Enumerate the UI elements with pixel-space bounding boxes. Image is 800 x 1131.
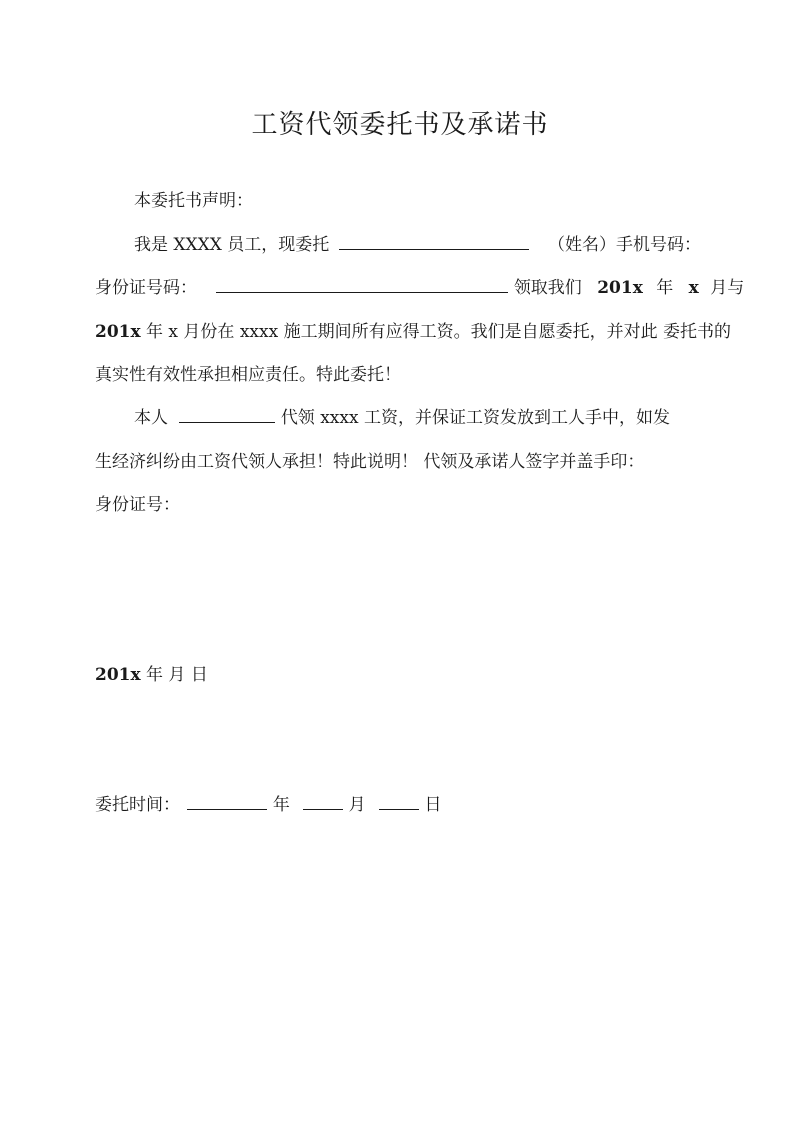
collect-text: 领取我们 bbox=[513, 278, 582, 298]
wage-period-text: 年 x 月份在 xxxx 施工期间所有应得工资。我们是自愿委托，并对此 委托书的 bbox=[146, 322, 731, 342]
wage-period-line bbox=[95, 321, 731, 343]
agent-name-blank[interactable] bbox=[179, 408, 275, 423]
month-unit: 月与 bbox=[710, 278, 745, 298]
month-value: x bbox=[688, 278, 699, 298]
commission-year-unit: 年 bbox=[272, 795, 290, 815]
agent-id-label: 身份证号： bbox=[95, 495, 180, 515]
commission-time-line bbox=[95, 794, 441, 816]
commission-year-blank[interactable] bbox=[187, 795, 267, 810]
delegation-suffix: （姓名）手机号码： bbox=[548, 235, 702, 255]
commission-time-label: 委托时间： bbox=[95, 795, 180, 815]
commission-day-blank[interactable] bbox=[379, 795, 419, 810]
delegation-line bbox=[134, 234, 701, 256]
delegation-prefix: 我是 XXXX 员工，现委托 bbox=[134, 235, 330, 255]
year-value: 201x bbox=[597, 278, 643, 298]
year-unit: 年 bbox=[656, 278, 674, 298]
signature-date-text: 年 月 日 bbox=[146, 665, 208, 685]
commission-month-unit: 月 bbox=[348, 795, 366, 815]
responsibility-line: 真实性有效性承担相应责任。特此委托！ bbox=[95, 365, 401, 385]
delegate-name-blank[interactable] bbox=[339, 235, 529, 250]
agent-prefix: 本人 bbox=[134, 408, 168, 428]
dispute-line: 生经济纠纷由工资代领人承担！特此说明！ 代领及承诺人签字并盖手印： bbox=[95, 452, 645, 472]
document-title: 工资代领委托书及承诺书 bbox=[251, 110, 549, 140]
id-number-label: 身份证号码： bbox=[95, 278, 197, 298]
wage-year: 201x bbox=[95, 322, 141, 342]
signature-year: 201x bbox=[95, 665, 141, 685]
commission-day-unit: 日 bbox=[424, 795, 442, 815]
id-number-line bbox=[95, 277, 744, 299]
agent-line bbox=[134, 407, 670, 429]
commission-month-blank[interactable] bbox=[303, 795, 343, 810]
declaration-heading: 本委托书声明： bbox=[134, 191, 253, 211]
id-number-blank[interactable] bbox=[216, 278, 508, 293]
signature-date-line bbox=[95, 664, 208, 686]
agent-suffix: 代领 xxxx 工资，并保证工资发放到工人手中，如发 bbox=[280, 408, 670, 428]
